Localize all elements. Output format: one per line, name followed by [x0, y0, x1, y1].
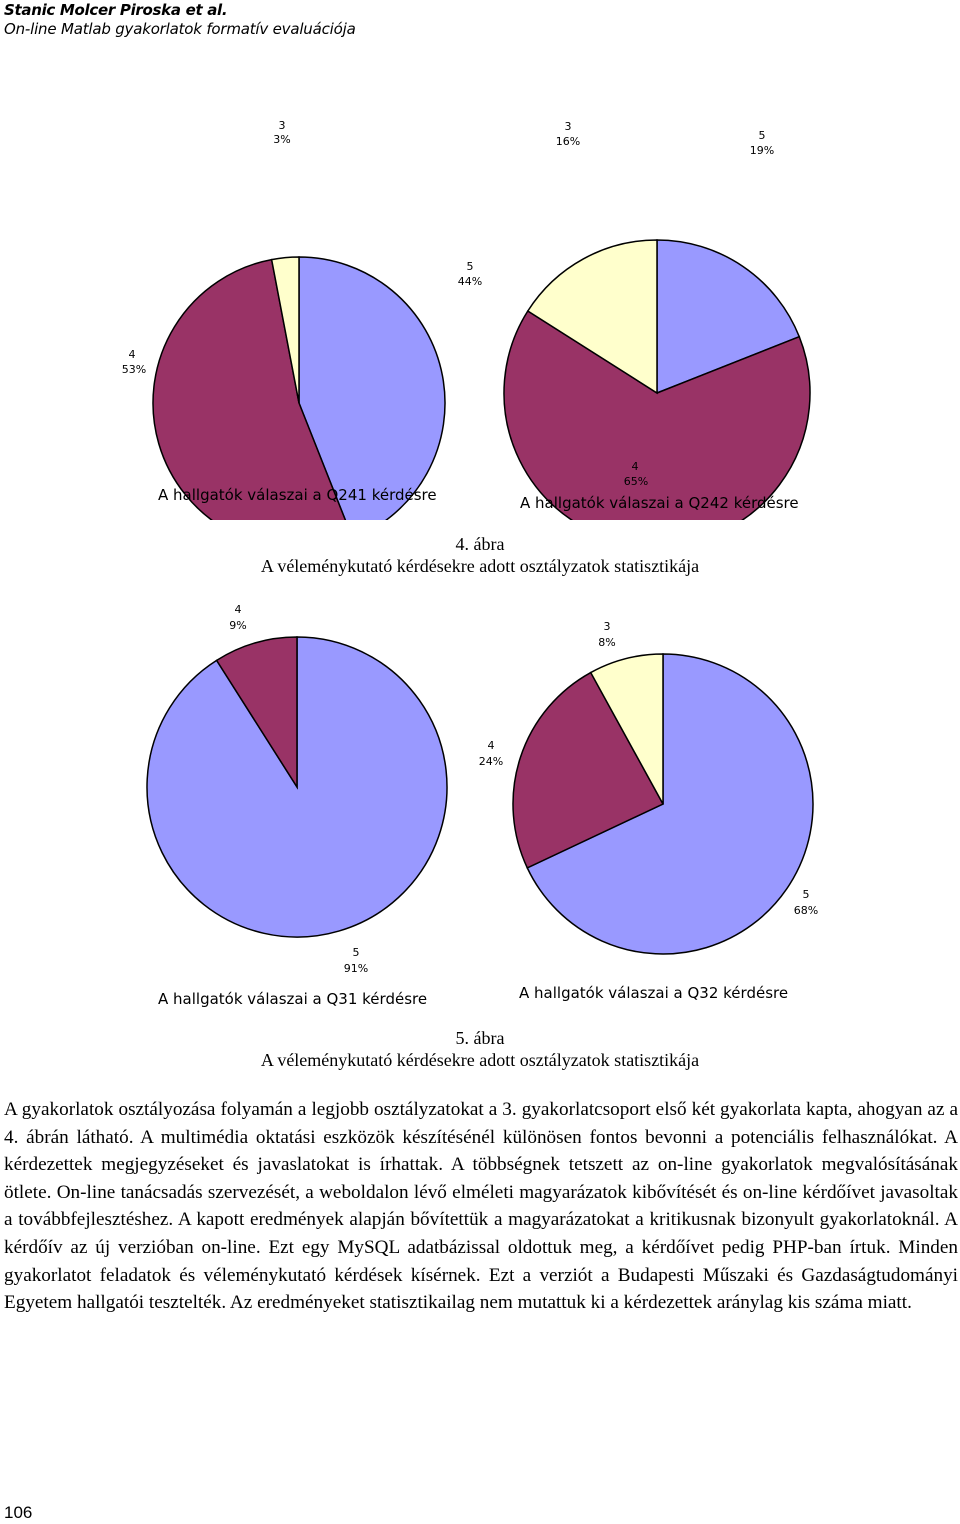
- pie-q241-label-4: 53%: [121, 363, 147, 376]
- pie-q32-grade-5: 5: [802, 888, 810, 901]
- pie-q32-label-5: 68%: [793, 904, 819, 917]
- pie-chart-q31: [147, 603, 447, 1008]
- figure-5-caption: A véleménykutató kérdésekre adott osztályzatok statisztikája: [260, 1050, 700, 1070]
- pie-q31-grade-5: 5: [352, 946, 360, 959]
- pie-q241-grade-3: 3: [278, 119, 286, 132]
- figure-4-number: 4. ábra: [455, 534, 505, 554]
- pie-q242-grade-3: 3: [564, 120, 572, 133]
- pie-q241-grade-4: 4: [128, 348, 136, 361]
- pie-q242-label-4: 65%: [623, 475, 649, 488]
- pie-q31-label-4: 9%: [229, 619, 247, 632]
- pie-q242-label-3: 16%: [555, 135, 581, 148]
- pie-q32-grade-4: 4: [487, 739, 495, 752]
- pie-q31-title: A hallgatók válaszai a Q31 kérdésre: [158, 990, 428, 1008]
- pie-q241-label-3: 3%: [273, 133, 291, 146]
- pie-chart-q32: [479, 620, 818, 1002]
- pie-q31-label-5: 91%: [343, 962, 369, 975]
- page-number: 106: [4, 1503, 33, 1522]
- pie-q32-title: A hallgatók válaszai a Q32 kérdésre: [519, 984, 789, 1002]
- pie-q31-grade-4: 4: [234, 603, 242, 616]
- figure-4-pie-charts: [0, 100, 960, 520]
- pie-q241-label-5: 44%: [457, 275, 483, 288]
- figure-5-pie-charts: [0, 595, 960, 1015]
- figure-4-caption: A véleménykutató kérdésekre adott osztályzatok statisztikája: [260, 556, 700, 576]
- pie-chart-q241: [122, 119, 482, 520]
- pie-q241-title: A hallgatók válaszai a Q241 kérdésre: [158, 486, 437, 504]
- body-paragraph: A gyakorlatok osztályozása folyamán a legjobb osztályzatokat a 3. gyakorlatcsoport első két gyakorlata kapta, ahogyan az a 4. ábrán látható. A multimédia oktatási eszközök készítésénél különösen fontos bevonni a potenciális felhasználókat. A kérdezettek megjegyzéseket és javaslatokat is írhattak. A többségnek tetszett az on-line gyakorlatok megvalósításának ötlete. On-line tanácsadás szervezését, a weboldalon lévő elméleti magyarázatok kibővítését és on-line kérdőívet javasoltak a továbbfejlesztéshez. A kapott eredmények alapján bővítettük a magyarázatokat a kritikusnak bizonyult gyakorlatoknál. A kérdőív az új verzióban on-line. Ezt egy MySQL adatbázissal oldottuk meg, a kérdőívet pedig PHP-ban írtuk. Minden gyakorlatot feladatok és véleménykutató kérdések kísérnek. Ezt a verziót a Budapesti Műszaki és Gazdaságtudományi Egyetem hallgatói tesztelték. Az eredményeket statisztikailag nem mutattuk ki a kérdezettek aránylag kis száma miatt.: [4, 1099, 958, 1314]
- pie-q32-grade-3: 3: [603, 620, 611, 633]
- pie-q32-label-4: 24%: [478, 755, 504, 768]
- pie-q32-label-3: 8%: [598, 636, 616, 649]
- pie-chart-q242: [504, 120, 810, 520]
- pie-q241-grade-5: 5: [466, 260, 474, 273]
- pie-q242-title: A hallgatók válaszai a Q242 kérdésre: [520, 494, 799, 512]
- running-header-authors: Stanic Molcer Piroska et al.: [4, 1, 228, 19]
- pie-q242-grade-4: 4: [631, 460, 639, 473]
- pie-q242-label-5: 19%: [749, 144, 775, 157]
- running-header-title: On-line Matlab gyakorlatok formatív evaluációja: [4, 20, 356, 38]
- figure-5-number: 5. ábra: [455, 1028, 505, 1048]
- pie-q242-grade-5: 5: [758, 129, 766, 142]
